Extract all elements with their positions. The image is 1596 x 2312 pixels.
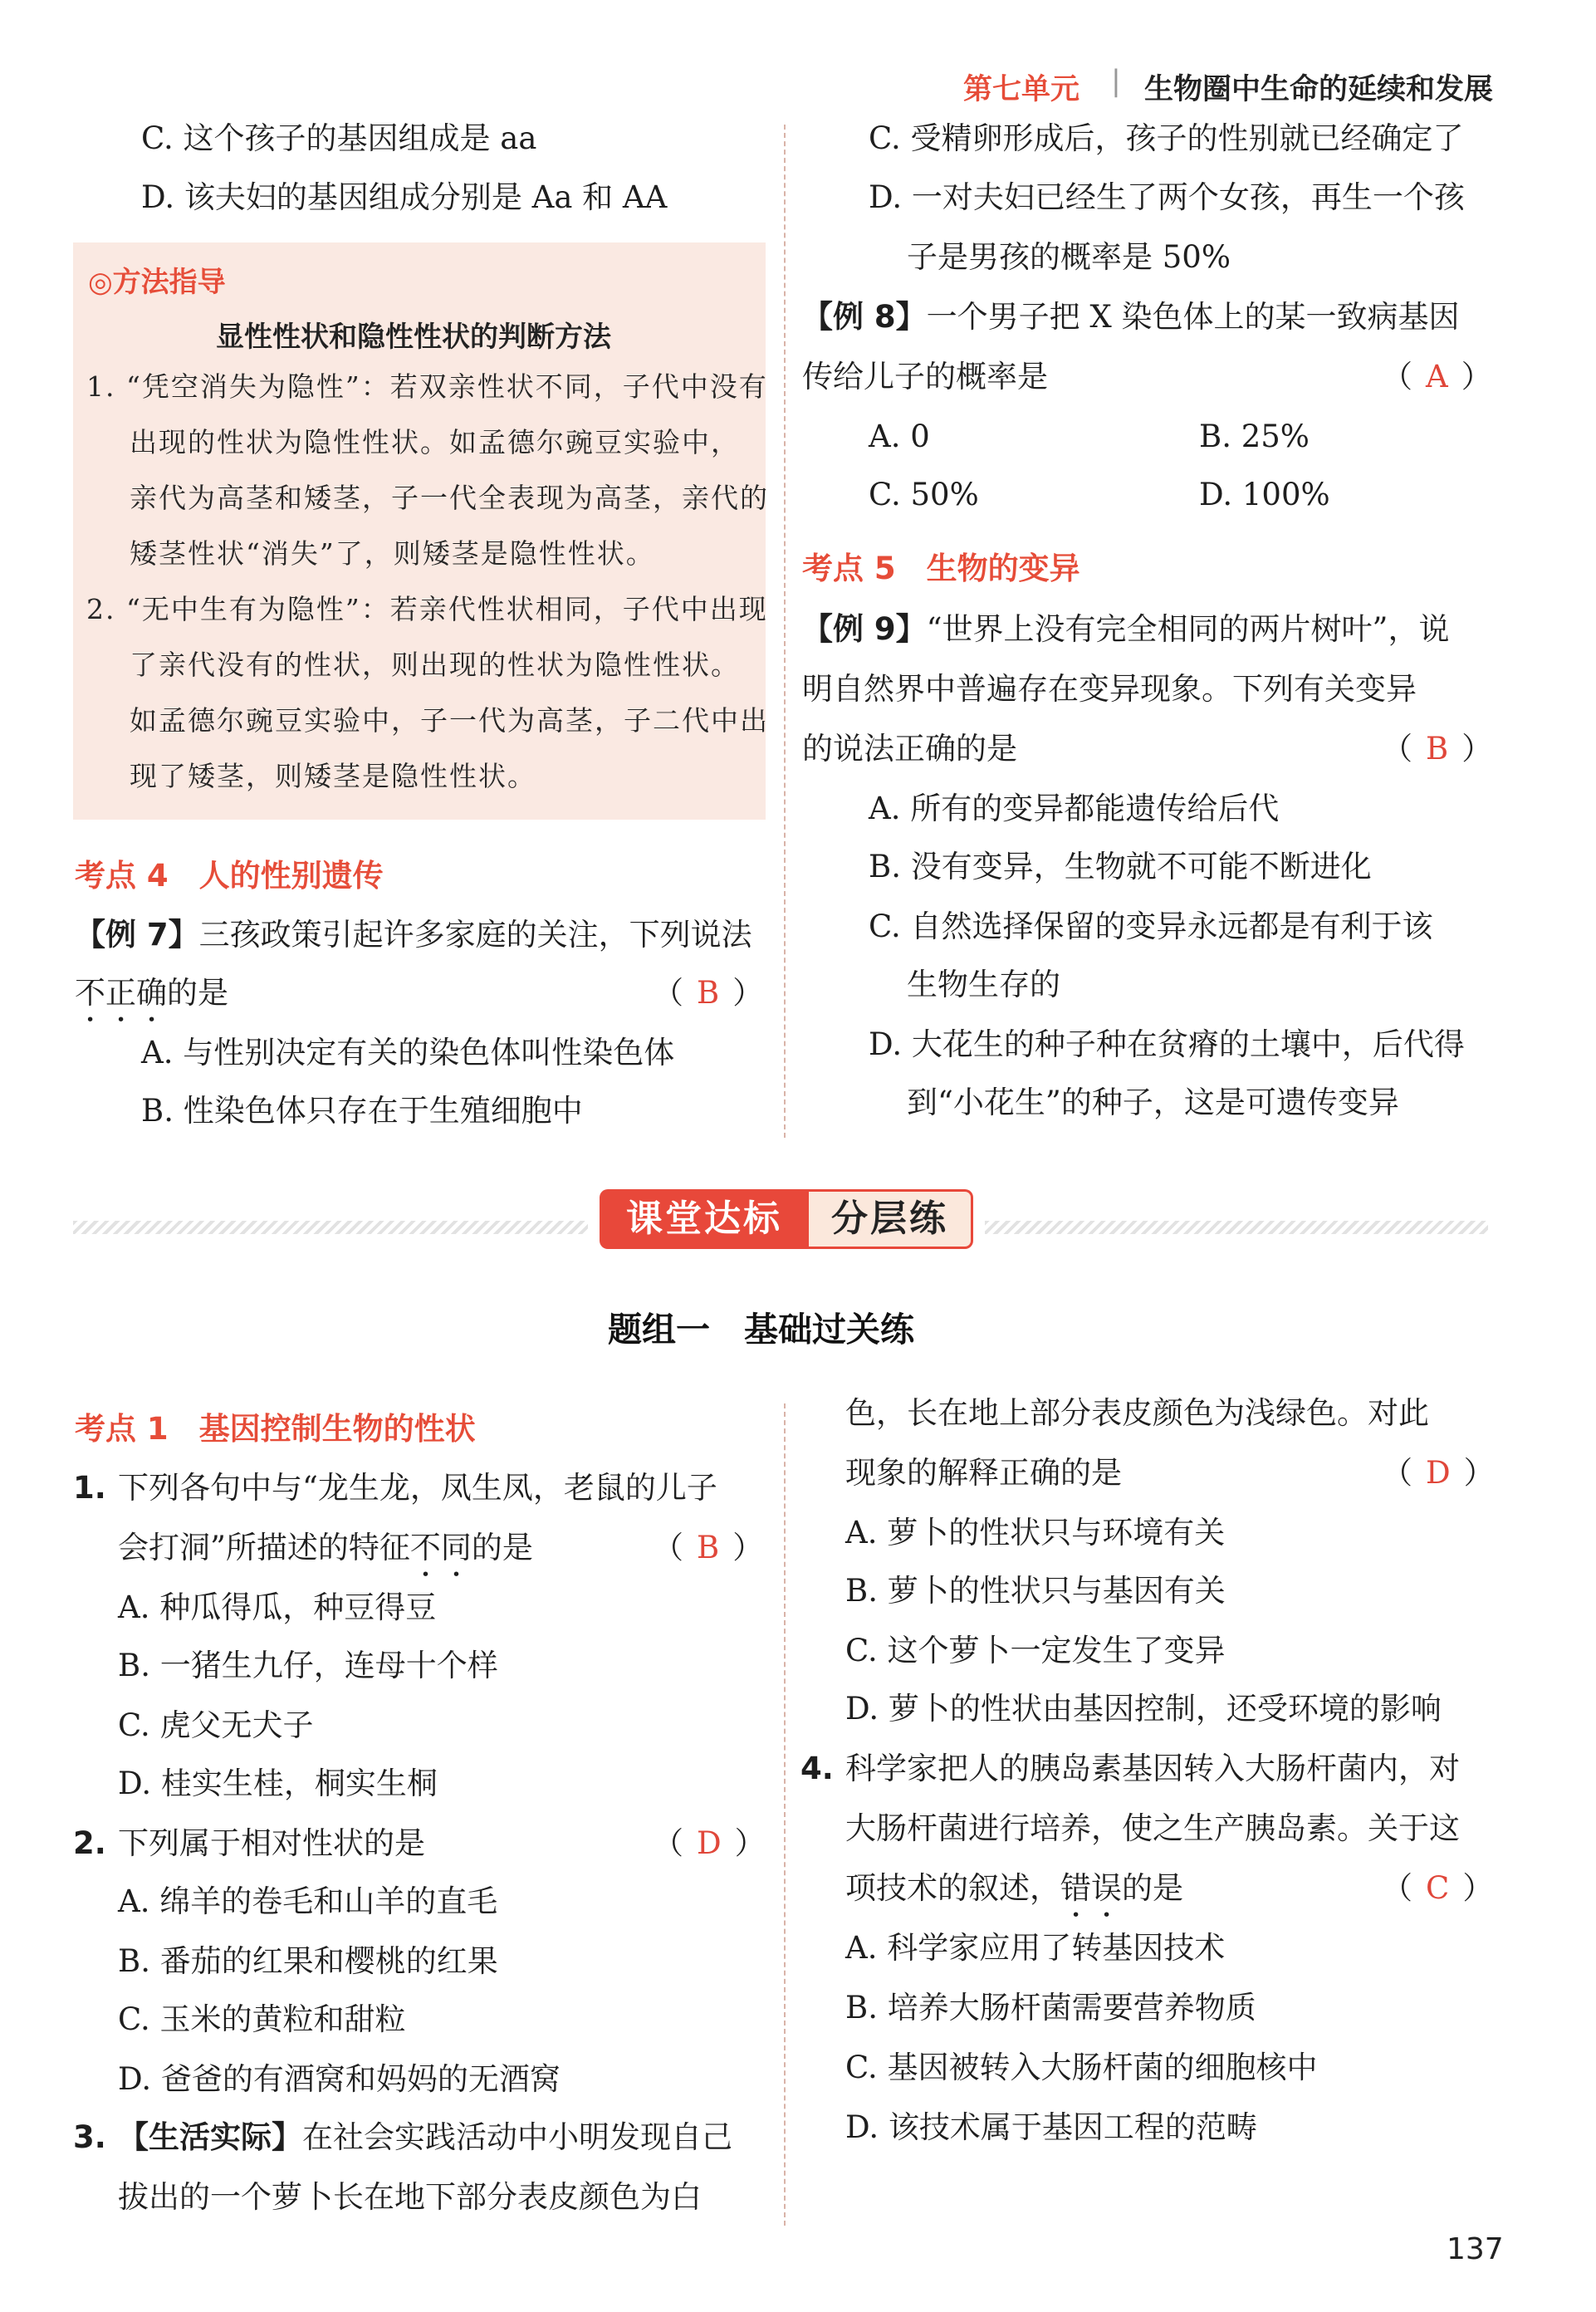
q2-option-d: D. 爸爸的有酒窝和妈妈的无酒窝 [118, 2061, 561, 2097]
right-option-d2: 子是男孩的概率是 50% [907, 239, 1231, 275]
question-number: 4. [800, 1751, 834, 1786]
example-9-option-a: A. 所有的变异都能遗传给后代 [869, 791, 1280, 826]
example-8-option-b: B. 25% [1199, 419, 1310, 454]
q2-option-b: B. 番茄的红果和樱桃的红果 [118, 1943, 498, 1979]
banner-hatch-right [985, 1221, 1488, 1234]
q2-option-c: C. 玉米的黄粒和甜粒 [118, 2001, 406, 2037]
answer-letter: B [697, 1530, 720, 1565]
answer-bracket: （ D ） [653, 1825, 766, 1861]
question-number: 2. [73, 1825, 106, 1861]
answer-bracket: （ D ） [1382, 1455, 1495, 1491]
method-line: 出现的性状为隐性性状。如孟德尔豌豆实验中， [130, 426, 740, 458]
q1-option-c: C. 虎父无犬子 [118, 1707, 314, 1743]
example-7-option-b: B. 性染色体只存在于生殖细胞中 [141, 1093, 583, 1129]
q3-option-b: B. 萝卜的性状只与基因有关 [845, 1573, 1226, 1609]
example-8-option-c: C. 50% [869, 477, 979, 512]
column-divider-top [784, 125, 786, 1138]
example-7-line1 [75, 917, 752, 953]
answer-bracket: （ A ） [1382, 359, 1492, 394]
unit-label: 第七单元 [963, 73, 1080, 106]
method-guide-title: 显性性状和隐性性状的判断方法 [216, 321, 611, 354]
banner-classroom: 课堂达标 [600, 1189, 809, 1249]
kp1-heading: 考点 1 基因控制生物的性状 [75, 1411, 476, 1447]
example-9-option-c2: 生物生存的 [907, 967, 1060, 1002]
answer-bracket: （ B ） [1382, 731, 1493, 767]
method-line: 如孟德尔豌豆实验中，子一代为高茎，子二代中出 [130, 704, 769, 737]
example-7-option-a: A. 与性别决定有关的染色体叫性染色体 [141, 1035, 675, 1070]
example-9-line1 [802, 611, 1449, 648]
q1-line1: 下列各句中与“龙生龙，凤生凤，老鼠的儿子 [118, 1470, 717, 1506]
q3-line4: 现象的解释正确的是 [845, 1455, 1122, 1491]
q4-option-c: C. 基因被转入大肠杆菌的细胞核中 [845, 2050, 1318, 2085]
banner-hatch-left [73, 1221, 588, 1234]
example-7-text: 三孩政策引起许多家庭的关注，下列说法 [198, 917, 752, 953]
method-line: 了亲代没有的性状，则出现的性状为隐性性状。 [130, 649, 740, 681]
q4-line3: 项技术的叙述，错误的是 [845, 1870, 1183, 1906]
example-7-line2 [75, 975, 228, 1029]
left-option-c: C. 这个孩子的基因组成是 aa [141, 120, 537, 156]
example-7-text-rest: 的是 [167, 975, 228, 1011]
emphasis-text: 不正确 [75, 975, 167, 1011]
answer-letter: D [1426, 1455, 1451, 1491]
q4-option-b: B. 培养大肠杆菌需要营养物质 [845, 1990, 1256, 2025]
example-8-option-a: A. 0 [869, 419, 930, 454]
example-9-option-d2: 到“小花生”的种子，这是可遗传变异 [907, 1085, 1399, 1120]
example-8-text: 一个男子把 X 染色体上的某一致病基因 [926, 299, 1460, 335]
life-practice-tag: 【生活实际】 [118, 2119, 302, 2155]
answer-bracket: （ B ） [653, 1530, 764, 1565]
header-title: 生物圈中生命的延续和发展 [1144, 73, 1494, 106]
example-7-tag: 【例 7】 [75, 917, 199, 953]
q3-option-d: D. 萝卜的性状由基因控制，还受环境的影响 [845, 1691, 1442, 1727]
q4-option-a: A. 科学家应用了转基因技术 [845, 1930, 1226, 1966]
answer-letter: A [1426, 359, 1448, 394]
question-number: 1. [73, 1470, 106, 1506]
banner-layered-practice: 分层练 [809, 1189, 973, 1249]
q3-option-c: C. 这个萝卜一定发生了变异 [845, 1633, 1226, 1668]
right-option-c: C. 受精卵形成后，孩子的性别就已经确定了 [869, 120, 1464, 156]
method-line: 1. “凭空消失为隐性”：若双亲性状不同，子代中没有 [86, 370, 768, 403]
page-number: 137 [1447, 2232, 1504, 2266]
q1-option-b: B. 一猪生九仔，连母十个样 [118, 1648, 498, 1683]
example-9-line2: 明自然界中普遍存在变异现象。下列有关变异 [802, 671, 1417, 707]
q2-option-a: A. 绵羊的卷毛和山羊的直毛 [118, 1883, 498, 1919]
method-line: 矮茎性状“消失”了，则矮茎是隐性性状。 [130, 537, 655, 570]
left-option-d: D. 该夫妇的基因组成分别是 Aa 和 AA [141, 179, 668, 215]
q2-line1: 下列属于相对性状的是 [118, 1825, 425, 1861]
example-9-option-b: B. 没有变异，生物就不可能不断进化 [869, 849, 1372, 884]
example-9-text: “世界上没有完全相同的两片树叶”，说 [926, 611, 1450, 647]
q3-line2: 拔出的一个萝卜长在地下部分表皮颜色为白 [118, 2179, 702, 2215]
answer-bracket: （ C ） [1382, 1870, 1494, 1906]
answer-letter: D [697, 1825, 722, 1861]
example-8-option-d: D. 100% [1199, 477, 1330, 512]
example-8-line2: 传给儿子的概率是 [802, 359, 1048, 394]
answer-letter: C [1426, 1870, 1450, 1906]
question-number: 3. [73, 2119, 106, 2155]
q3-line3: 色，长在地上部分表皮颜色为浅绿色。对此 [845, 1395, 1429, 1431]
answer-letter: B [697, 975, 720, 1011]
method-line: 2. “无中生有为隐性”：若亲代性状相同，子代中出现 [86, 593, 768, 625]
q4-option-d: D. 该技术属于基因工程的范畴 [845, 2109, 1257, 2145]
example-9-line3: 的说法正确的是 [802, 731, 1017, 767]
example-9-option-c1: C. 自然选择保留的变异永远都是有利于该 [869, 909, 1433, 944]
kp5-heading: 考点 5 生物的变异 [802, 551, 1080, 586]
method-line: 现了矮茎，则矮茎是隐性性状。 [130, 760, 536, 792]
example-8-tag: 【例 8】 [802, 299, 927, 335]
column-divider-bottom [784, 1403, 786, 2226]
q1-option-a: A. 种瓜得瓜，种豆得豆 [118, 1590, 437, 1625]
q4-line1: 科学家把人的胰岛素基因转入大肠杆菌内，对 [845, 1751, 1460, 1786]
q4-line2: 大肠杆菌进行培养，使之生产胰岛素。关于这 [845, 1810, 1460, 1846]
emphasis-text: 错误 [1060, 1870, 1122, 1906]
q3-option-a: A. 萝卜的性状只与环境有关 [845, 1515, 1226, 1550]
method-line: 亲代为高茎和矮茎，子一代全表现为高茎，亲代的 [130, 482, 769, 514]
q1-line2: 会打洞”所描述的特征不同的是 [118, 1530, 533, 1565]
right-option-d1: D. 一对夫妇已经生了两个女孩，再生一个孩 [869, 179, 1465, 215]
q1-option-d: D. 桂实生桂，桐实生桐 [118, 1766, 438, 1801]
emphasis-text: 不同 [409, 1530, 472, 1565]
kp4-heading: 考点 4 人的性别遗传 [75, 858, 384, 894]
example-9-option-d1: D. 大花生的种子种在贫瘠的土壤中，后代得 [869, 1026, 1465, 1062]
group-title: 题组一 基础过关练 [608, 1310, 914, 1349]
header-separator: | [1111, 65, 1121, 98]
answer-letter: B [1426, 731, 1449, 767]
method-guide-label: ◎方法指导 [88, 266, 226, 299]
example-8-line1 [802, 299, 1460, 336]
q3-line1: 【生活实际】在社会实践活动中小明发现自己 [118, 2119, 732, 2155]
answer-bracket: （ B ） [653, 975, 764, 1011]
example-9-tag: 【例 9】 [802, 611, 927, 647]
